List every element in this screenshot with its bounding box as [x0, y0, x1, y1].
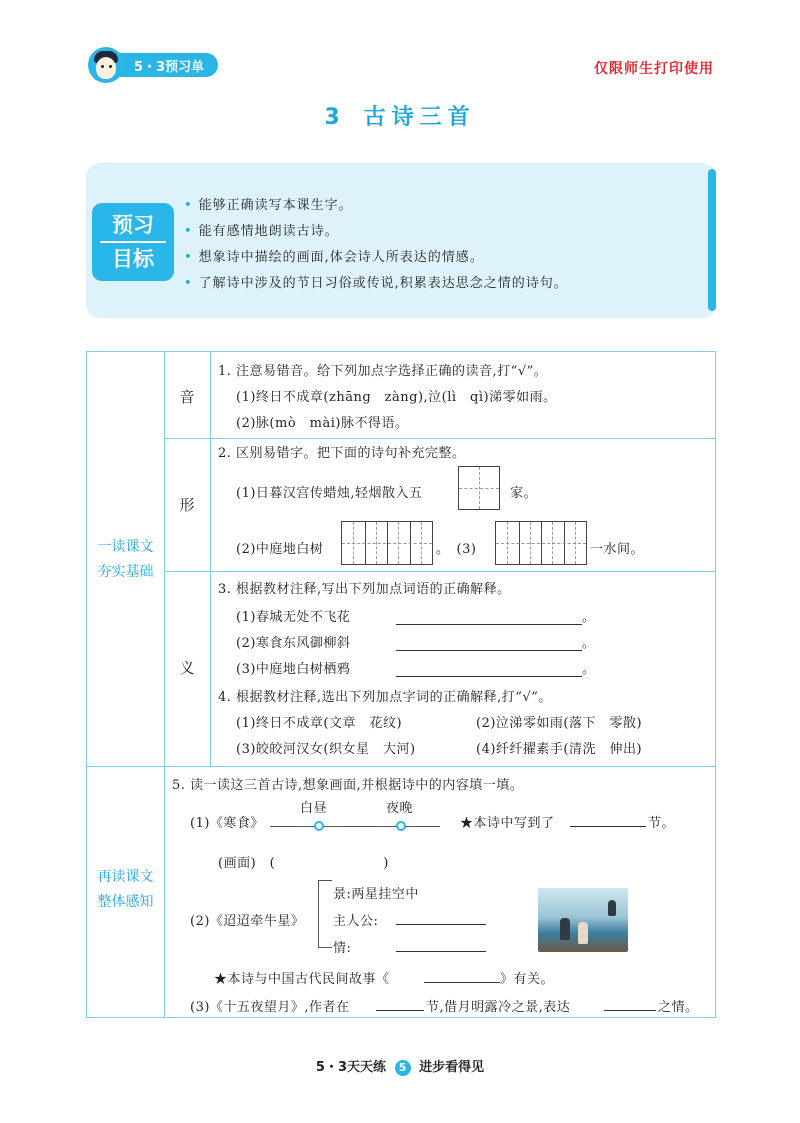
q2-line-1-prefix: (1)日暮汉宫传蜡烛,轻烟散入五: [236, 486, 423, 501]
section-label-line: 再读课文: [97, 869, 154, 885]
timeline-node-day: [314, 821, 324, 831]
q3-answer-2[interactable]: [396, 632, 596, 651]
poem-2-label: (2)《迢迢牵牛星》: [190, 914, 305, 929]
badge-label: 5・3预习单: [110, 53, 218, 77]
page-number: 5: [395, 1060, 411, 1076]
poem-3-festival-blank[interactable]: [376, 996, 424, 1011]
char-box-single[interactable]: [458, 466, 500, 510]
poem-1-end: 节。: [648, 816, 676, 831]
question-3: 3. 根据教材注释,写出下列加点词语的正确解释。: [218, 582, 511, 597]
goal-item: • 能够正确读写本课生字。: [184, 193, 568, 219]
poem-2-main-label: 主人公:: [333, 914, 379, 929]
question-2: 2. 区别易错字。把下面的诗句补充完整。: [218, 446, 466, 461]
sub-label-sound: 音: [179, 388, 195, 406]
goals-tag-line1: 预习: [100, 209, 166, 243]
q3-line-2: (2)寒食东风御柳斜: [236, 636, 351, 651]
q3-answer-3[interactable]: [396, 658, 596, 677]
page-footer: [0, 1056, 800, 1076]
poem-3-mid: 节,借月明露冷之景,表达: [426, 1000, 571, 1015]
poem-1-star-prompt: ★本诗中写到了: [460, 816, 555, 831]
footer-brand: 5・3天天练: [315, 1060, 386, 1075]
section-label-basics: [87, 535, 164, 585]
sub-label-meaning: 义: [179, 659, 195, 677]
q4-option-1: (1)终日不成章(文章 花纹): [236, 716, 403, 731]
question-1: 1. 注意易错音。给下列加点字选择正确的读音,打“√”。: [218, 364, 548, 379]
q3-line-1: (1)春城无处不飞花: [236, 610, 351, 625]
timeline-label-day: 白昼: [300, 801, 328, 816]
q4-option-2: (2)泣涕零如雨(落下 零散): [476, 716, 643, 731]
period: 。: [582, 610, 596, 625]
period: 。: [582, 662, 596, 677]
goals-tag-line2: 目标: [112, 247, 154, 271]
q4-option-4: (4)纤纤擢素手(清洗 伸出): [476, 742, 643, 757]
goal-item: • 能有感情地朗读古诗。: [184, 219, 568, 245]
goal-item: • 了解诗中涉及的节日习俗或传说,积累表达思念之情的诗句。: [184, 271, 568, 297]
q3-line-3: (3)中庭地白树栖鸦: [236, 662, 351, 677]
preview-goals-panel: [86, 163, 716, 318]
poem-2-feeling-blank[interactable]: [396, 937, 486, 952]
poem-2-end: 》有关。: [500, 972, 555, 987]
q4-option-3: (3)皎皎河汉女(织女星 大河): [236, 742, 416, 757]
q2-line-1-suffix: 家。: [510, 486, 538, 501]
poem-2-story-blank[interactable]: [424, 968, 500, 983]
poem-1-label: (1)《寒食》: [190, 816, 264, 831]
section-label-line: 夯实基础: [97, 564, 154, 580]
poem-3-prefix: (3)《十五夜望月》,作者在: [190, 1000, 350, 1015]
poem-2-feeling-label: 情:: [333, 941, 352, 956]
timeline-node-night: [396, 821, 406, 831]
q2-line-2-suffix: 一水间。: [590, 542, 645, 557]
char-box-four-a[interactable]: [341, 521, 433, 565]
day-night-timeline: [270, 826, 440, 827]
usage-restriction-note: 仅限师生打印使用: [594, 61, 714, 77]
q2-line-2-prefix: (2)中庭地白树: [236, 542, 324, 557]
q1-line-2: (2)脉(mò mài)脉不得语。: [236, 416, 409, 431]
lesson-title: [0, 100, 800, 131]
poem-3-feeling-blank[interactable]: [604, 996, 656, 1011]
goals-tag: [92, 203, 174, 281]
sub-label-shape: 形: [179, 496, 195, 514]
weaver-girl-illustration: [538, 888, 628, 952]
poem-2-star-prompt: ★本诗与中国古代民间故事《: [214, 972, 390, 987]
section-label-line: 整体感知: [97, 894, 154, 910]
mascot-avatar-icon: [88, 47, 124, 83]
lesson-title-text: 古诗三首: [363, 105, 476, 130]
char-box-four-b[interactable]: [495, 521, 587, 565]
question-4: 4. 根据教材注释,选出下列加点字词的正确解释,打“√”。: [218, 690, 552, 705]
period: 。: [582, 636, 596, 651]
poem-3-end: 之情。: [658, 1000, 699, 1015]
lesson-number: 3: [324, 105, 346, 130]
timeline-label-night: 夜晚: [386, 801, 414, 816]
picture-prompt: (画面) ( ): [218, 856, 389, 871]
goals-list: [184, 193, 568, 297]
poem-2-scene: 景:两星挂空中: [333, 887, 419, 902]
footer-slogan: 进步看得见: [419, 1060, 485, 1075]
goal-item: • 想象诗中描绘的画面,体会诗人所表达的情感。: [184, 245, 568, 271]
poem-2-brace: [318, 880, 332, 948]
q3-answer-1[interactable]: [396, 606, 596, 625]
poem-2-main-blank[interactable]: [396, 910, 486, 925]
goals-accent-bar: [708, 169, 716, 311]
q1-line-1: (1)终日不成章(zhāng zàng),泣(lì qì)涕零如雨。: [236, 390, 557, 405]
section-label-line: 一读课文: [97, 539, 154, 555]
q2-line-2-mid: 。 (3): [436, 542, 477, 557]
question-5: 5. 读一读这三首古诗,想象画面,并根据诗中的内容填一填。: [172, 778, 524, 793]
poem-1-blank[interactable]: [570, 812, 646, 827]
section-label-overview: [87, 865, 164, 915]
brand-badge: [88, 48, 218, 82]
